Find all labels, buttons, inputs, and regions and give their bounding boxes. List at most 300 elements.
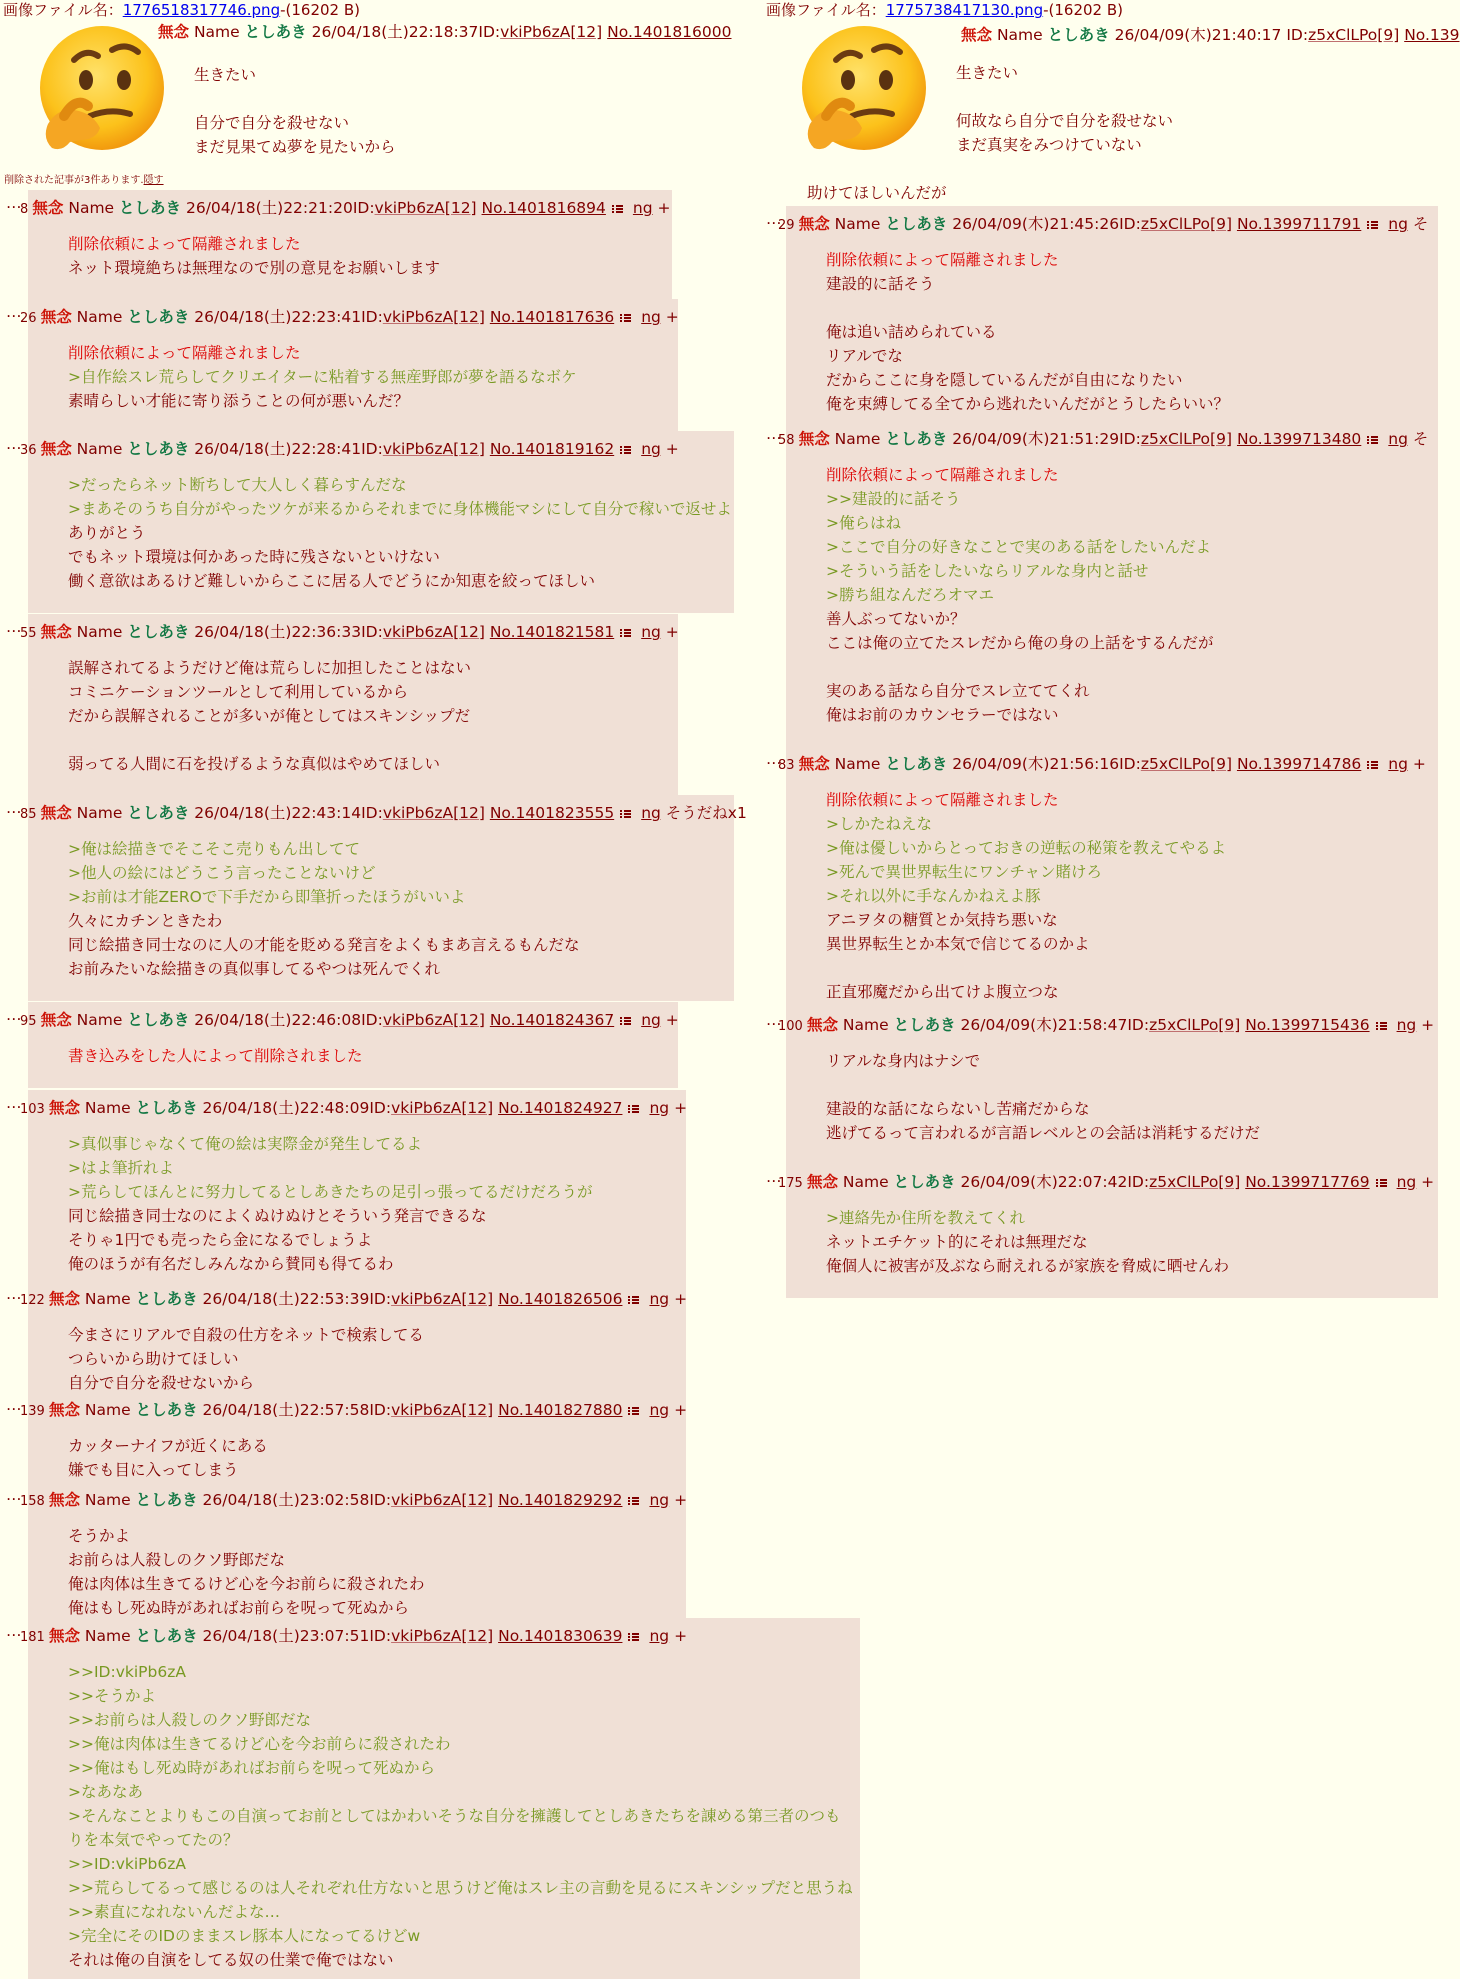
poster-name: としあき — [119, 199, 182, 217]
body-line: 久々にカチンときたわ — [68, 912, 223, 930]
id-label: ID: — [361, 804, 383, 822]
reply-post — [778, 746, 1438, 1024]
id-label: ID: — [369, 1627, 392, 1645]
name-label: Name — [68, 199, 115, 217]
reply-marker: … — [6, 1396, 22, 1414]
poster-name: としあき — [135, 1627, 198, 1645]
quote-line: >連絡先か住所を教えてくれ — [826, 1209, 1025, 1227]
ng-button[interactable]: ng — [641, 440, 661, 458]
body-line: それは俺の自演をしてる奴の仕業で俺ではない — [68, 1951, 394, 1969]
id-label: ID: — [369, 1290, 392, 1308]
post-number[interactable]: No.1401819162 — [489, 440, 615, 458]
deleted-message: 書き込みをした人によって削除されました — [68, 1047, 363, 1065]
post-header — [20, 801, 747, 825]
body-line: 今まさにリアルで自殺の仕方をネットで検索してる — [68, 1326, 424, 1344]
file-info — [763, 0, 1443, 20]
body-line — [826, 1073, 1260, 1097]
menu-list-icon[interactable] — [620, 313, 631, 323]
id-label: ID: — [361, 440, 383, 458]
poster-name: としあき — [885, 755, 948, 773]
reply-post — [20, 299, 679, 433]
body-line: 逃げてるって言われるが言語レベルとの会話は消耗するだけだ — [826, 1124, 1261, 1142]
poster-name: としあき — [135, 1491, 198, 1509]
body-line — [68, 728, 471, 752]
post-body — [826, 788, 1226, 1004]
deleted-message: 削除依頼によって隔離されました — [826, 466, 1059, 484]
post-subject: 無念 — [798, 430, 830, 448]
post-subject: 無念 — [48, 1627, 80, 1645]
reply-number: 85 — [20, 807, 41, 822]
post-subject: 無念 — [961, 26, 993, 44]
post-datetime: 26/04/18(土)22:36:33 — [194, 623, 362, 641]
name-label: Name — [84, 1401, 131, 1419]
post-datetime: 26/04/18(土)22:18:37 — [311, 23, 479, 41]
op-body-line — [956, 85, 1173, 109]
poster-id[interactable]: z5xClLPo[9] — [1149, 1173, 1241, 1191]
post-subject: 無念 — [158, 23, 190, 41]
post-subject: 無念 — [40, 440, 72, 458]
plus-button[interactable]: + — [674, 1401, 688, 1419]
op-thumbnail[interactable] — [24, 20, 174, 170]
poster-id[interactable]: vkiPb6zA[12] — [382, 804, 485, 822]
post-header — [20, 1008, 679, 1032]
op-header — [158, 20, 732, 42]
ng-button[interactable]: ng — [649, 1401, 670, 1419]
post-header — [20, 1287, 687, 1311]
post-number[interactable]: No.1401816000 — [607, 23, 732, 41]
post-header — [778, 1013, 1434, 1037]
id-label: ID: — [369, 1401, 392, 1419]
body-line: 建設的な話にならないし苦痛だからな — [826, 1100, 1090, 1118]
post-subject: 無念 — [40, 804, 72, 822]
poster-id[interactable]: vkiPb6zA[12] — [382, 623, 485, 641]
quote-line: >他人の絵にはどうこう言ったことないけど — [68, 864, 376, 882]
post-number[interactable]: No.1401827880 — [498, 1401, 623, 1419]
reply-post — [20, 1090, 688, 1296]
name-label: Name — [834, 430, 881, 448]
post-header — [778, 212, 1428, 236]
name-label: Name — [834, 755, 881, 773]
post-datetime: 26/04/18(土)22:48:09 — [202, 1099, 370, 1117]
quote-line: >俺は優しいからとっておきの逆転の秘策を教えてやるよ — [826, 839, 1227, 857]
post-body — [68, 1323, 424, 1395]
poster-name: としあき — [885, 430, 948, 448]
body-line: 俺はお前のカウンセラーではない — [826, 706, 1059, 724]
poster-name: としあき — [893, 1173, 956, 1191]
post-number[interactable]: No.1401817636 — [489, 308, 615, 326]
post-subject: 無念 — [48, 1491, 80, 1509]
reply-number: 36 — [20, 443, 41, 458]
reply-post — [778, 1007, 1438, 1165]
post-header — [778, 427, 1428, 451]
quote-line: >お前は才能ZEROで下手だから即筆折ったほうがいいよ — [68, 888, 466, 906]
post-number[interactable]: No.1399711791 — [1236, 215, 1362, 233]
post-datetime: 26/04/18(土)22:21:20 — [185, 199, 353, 217]
reply-post — [778, 1164, 1438, 1298]
reply-number: 175 — [778, 1176, 807, 1191]
op-body-line: まだ真実をみつけていない — [956, 136, 1142, 154]
deleted-message: 削除依頼によって隔離されました — [826, 791, 1059, 809]
reply-number: 122 — [20, 1293, 49, 1308]
reply-marker: … — [6, 1486, 22, 1504]
quote-line: >死んで異世界転生にワンチャン賭けろ — [826, 863, 1103, 881]
body-line: 自分で自分を殺せないから — [68, 1374, 255, 1392]
poster-name: としあき — [893, 1016, 956, 1034]
post-subject: 無念 — [32, 199, 64, 217]
post-body — [826, 1049, 1260, 1145]
op-body-line: まだ見果てぬ夢を見たいから — [194, 138, 396, 156]
reply-number: 181 — [20, 1630, 49, 1645]
poster-id[interactable]: vkiPb6zA[12] — [374, 199, 477, 217]
plus-button[interactable]: + — [657, 199, 671, 217]
post-header — [20, 1398, 687, 1422]
post-number[interactable]: No.1401821581 — [489, 623, 615, 641]
plus-button[interactable]: + — [665, 440, 679, 458]
ng-button[interactable]: ng — [641, 308, 661, 326]
reply-number: 103 — [20, 1102, 49, 1117]
poster-id[interactable]: vkiPb6zA[12] — [382, 308, 485, 326]
ng-button[interactable]: ng — [1388, 215, 1408, 233]
post-subject: 無念 — [40, 1011, 72, 1029]
id-label: ID: — [1119, 755, 1141, 773]
post-number[interactable]: No.1401816894 — [481, 199, 606, 217]
reply-marker: … — [6, 1285, 22, 1303]
quote-line: >>俺はもし死ぬ時があればお前らを呪って死ぬから — [68, 1759, 435, 1777]
body-line: でもネット環境は何かあった時に残さないといけない — [68, 548, 440, 566]
quote-line: りを本気でやってたの？ — [68, 1831, 239, 1849]
id-label: ID: — [361, 1011, 383, 1029]
reply-post — [20, 614, 679, 796]
post-header — [20, 196, 671, 220]
post-number[interactable]: No.1401824927 — [498, 1099, 623, 1117]
body-line: ありがとう — [68, 524, 146, 542]
quote-line: >>素直になれないんだよな… — [68, 1903, 280, 1921]
body-line: だからここに身を隠しているんだが自由になりたい — [826, 371, 1183, 389]
name-label: Name — [84, 1099, 131, 1117]
post-datetime: 26/04/09(木)22:07:42 — [960, 1173, 1128, 1191]
menu-list-icon[interactable] — [620, 1016, 631, 1026]
quote-line: >俺は絵描きでそこそこ売りもん出してて — [68, 840, 360, 858]
reply-marker: … — [6, 303, 22, 321]
menu-list-icon[interactable] — [1376, 1021, 1387, 1031]
poster-id[interactable]: vkiPb6zA[12] — [391, 1401, 494, 1419]
ng-button[interactable]: ng — [649, 1099, 670, 1117]
post-subject: 無念 — [40, 308, 72, 326]
reply-marker: … — [6, 1094, 22, 1112]
post-header — [778, 752, 1426, 776]
post-datetime: 26/04/09(木)21:51:29 — [952, 430, 1120, 448]
body-line: リアルでな — [826, 347, 903, 365]
poster-id[interactable]: vkiPb6zA[12] — [391, 1627, 494, 1645]
plus-button[interactable]: + — [674, 1290, 688, 1308]
post-subject: 無念 — [48, 1290, 80, 1308]
thread-right — [763, 0, 1460, 1275]
ng-button[interactable]: ng — [1388, 755, 1408, 773]
menu-list-icon[interactable] — [1367, 435, 1378, 445]
quote-line: >だったらネット断ちして大人しく暮らすんだな — [68, 476, 407, 494]
reply-number: 83 — [778, 758, 799, 773]
post-number[interactable]: No.1399717769 — [1245, 1173, 1370, 1191]
post-number[interactable]: No.1401830639 — [498, 1627, 623, 1645]
reply-number: 29 — [778, 218, 799, 233]
ng-button[interactable]: ng — [649, 1491, 670, 1509]
menu-list-icon[interactable] — [628, 1632, 639, 1642]
plus-button[interactable]: + — [674, 1099, 688, 1117]
name-label: Name — [76, 804, 123, 822]
poster-id[interactable]: z5xClLPo[9] — [1140, 755, 1232, 773]
body-line: 善人ぶってないか？ — [826, 610, 966, 628]
poster-id[interactable]: vkiPb6zA[12] — [391, 1290, 494, 1308]
plus-button[interactable]: + — [1421, 1173, 1435, 1191]
post-header — [20, 437, 679, 461]
poster-name: としあき — [135, 1401, 198, 1419]
file-link[interactable]: 1775738417130.png — [885, 1, 1044, 19]
ng-button[interactable]: ng — [649, 1627, 670, 1645]
name-label: Name — [842, 1016, 889, 1034]
body-line: 素晴らしい才能に寄り添うことの何が悪いんだ？ — [68, 392, 410, 410]
poster-id[interactable]: vkiPb6zA[12] — [391, 1491, 494, 1509]
op-body-line: 生きたい — [194, 66, 257, 84]
post-body — [68, 232, 440, 280]
name-label: Name — [76, 623, 123, 641]
name-label: Name — [76, 440, 123, 458]
ng-button[interactable]: ng — [1388, 430, 1408, 448]
menu-list-icon[interactable] — [620, 809, 631, 819]
reply-marker: … — [766, 1011, 782, 1029]
op-thumbnail[interactable] — [786, 20, 936, 170]
reply-post — [20, 431, 734, 613]
post-datetime: 26/04/09(木)21:40:17 — [1114, 26, 1282, 44]
reply-marker: … — [6, 618, 22, 636]
menu-list-icon[interactable] — [628, 1496, 639, 1506]
menu-list-icon[interactable] — [1376, 1178, 1387, 1188]
post-datetime: 26/04/18(土)23:07:51 — [202, 1627, 370, 1645]
quote-line: >しかたねえな — [826, 815, 932, 833]
body-line: 俺のほうが有名だしみんなから賛同も得てるわ — [68, 1255, 394, 1273]
poster-id[interactable]: z5xClLPo[9] — [1140, 430, 1232, 448]
menu-list-icon[interactable] — [628, 1295, 639, 1305]
quote-line: >>俺は肉体は生きてるけど心を今お前らに殺されたわ — [68, 1735, 451, 1753]
poster-name: としあき — [135, 1099, 198, 1117]
name-label: Name — [84, 1290, 131, 1308]
quote-line: >はよ筆折れよ — [68, 1159, 174, 1177]
body-line: そうかよ — [68, 1527, 131, 1545]
reply-marker: … — [766, 210, 782, 228]
body-line: カッターナイフが近くにある — [68, 1437, 268, 1455]
poster-name: としあき — [1047, 26, 1110, 44]
soudane-button[interactable]: そうだねx1 — [665, 804, 747, 822]
id-label: ID: — [369, 1099, 392, 1117]
ng-button[interactable]: ng — [641, 1011, 661, 1029]
post-header — [20, 1096, 687, 1120]
body-line: ここは俺の立てたスレだから俺の身の上話をするんだが — [826, 634, 1214, 652]
post-number[interactable]: No.1401823555 — [489, 804, 615, 822]
post-datetime: 26/04/18(土)23:02:58 — [202, 1491, 370, 1509]
post-header — [20, 305, 679, 329]
op-header — [961, 23, 1460, 45]
post-body — [68, 1524, 425, 1620]
reply-number: 158 — [20, 1494, 49, 1509]
post-datetime: 26/04/18(土)22:53:39 — [202, 1290, 370, 1308]
body-line: ネットエチケット的にそれは無理だな — [826, 1233, 1088, 1251]
name-label: Name — [76, 1011, 123, 1029]
name-label: Name — [84, 1491, 131, 1509]
post-body — [826, 248, 1229, 416]
post-body — [826, 463, 1214, 727]
reply-number: 95 — [20, 1014, 41, 1029]
quote-line: >俺らはね — [826, 514, 901, 532]
soudane-button[interactable]: そ — [1412, 215, 1429, 233]
body-line: だから誤解されることが多いが俺としてはスキンシップだ — [68, 707, 471, 725]
ng-button[interactable]: ng — [1396, 1016, 1417, 1034]
ng-button[interactable]: ng — [1396, 1173, 1417, 1191]
poster-id[interactable]: z5xClLPo[9] — [1140, 215, 1232, 233]
post-subject: 無念 — [48, 1401, 80, 1419]
ng-button[interactable]: ng — [641, 804, 661, 822]
body-line: お前らは人殺しのクソ野郎だな — [68, 1551, 286, 1569]
id-label: ID: — [361, 623, 383, 641]
name-label: Name — [834, 215, 881, 233]
post-body — [68, 1132, 593, 1276]
body-line: アニヲタの糖質とか気持ち悪いな — [826, 911, 1058, 929]
post-body — [68, 341, 577, 413]
reply-marker: … — [6, 435, 22, 453]
menu-list-icon[interactable] — [628, 1104, 639, 1114]
post-subject: 無念 — [798, 215, 830, 233]
poster-id[interactable]: vkiPb6zA[12] — [382, 1011, 485, 1029]
reply-number: 55 — [20, 626, 41, 641]
post-header — [20, 1488, 687, 1512]
quote-line: >>荒らしてるって感じるのは人それぞれ仕方ないと思うけど俺はスレ主の言動を見るにスキンシップだと思うね — [68, 1879, 853, 1897]
menu-list-icon[interactable] — [620, 445, 631, 455]
reply-number: 58 — [778, 433, 799, 448]
id-label: ID: — [1119, 430, 1141, 448]
id-label: ID: — [352, 199, 375, 217]
plus-button[interactable]: + — [674, 1627, 688, 1645]
post-number[interactable]: No.1399715436 — [1245, 1016, 1370, 1034]
body-line: 嫌でも目に入ってしまう — [68, 1461, 239, 1479]
ng-button[interactable]: ng — [649, 1290, 670, 1308]
reply-number: 100 — [778, 1019, 807, 1034]
name-label: Name — [842, 1173, 889, 1191]
op-body-line: 何故なら自分で自分を殺せない — [956, 112, 1174, 130]
quote-line: >>ID:vkiPb6zA — [68, 1663, 186, 1681]
op-after-text: 助けてほしいんだが — [807, 184, 947, 202]
soudane-button[interactable]: そ — [1412, 430, 1429, 448]
post-header — [20, 620, 679, 644]
poster-id[interactable]: z5xClLPo[9] — [1149, 1016, 1241, 1034]
deleted-message: 削除依頼によって隔離されました — [68, 235, 301, 253]
plus-button[interactable]: + — [1412, 755, 1426, 773]
reply-post — [20, 1002, 679, 1088]
post-number[interactable]: No.1401826506 — [498, 1290, 623, 1308]
thinking-face-icon — [786, 20, 936, 170]
post-number[interactable]: No.1399713480 — [1236, 430, 1362, 448]
poster-id[interactable]: vkiPb6zA[12] — [382, 440, 485, 458]
file-link[interactable]: 1776518317746.png — [122, 1, 281, 19]
poster-name: としあき — [244, 23, 307, 41]
body-line: 俺は肉体は生きてるけど心を今お前らに殺されたわ — [68, 1575, 425, 1593]
quote-line: >なあなあ — [68, 1783, 143, 1801]
body-line: お前みたいな絵描きの真似事してるやつは死んでくれ — [68, 960, 441, 978]
post-subject: 無念 — [806, 1173, 838, 1191]
post-body — [68, 1044, 363, 1068]
quote-line: >そんなことよりもこの自演ってお前としてはかわいそうな自分を擁護してとしあきたちを諌める第三者のつも — [68, 1807, 841, 1825]
poster-name: としあき — [127, 1011, 190, 1029]
menu-list-icon[interactable] — [1367, 760, 1378, 770]
body-line: 働く意欲はあるけど難しいからここに居る人でどうにか知恵を絞ってほしい — [68, 572, 596, 590]
reply-post — [20, 190, 672, 300]
menu-list-icon[interactable] — [628, 1406, 639, 1416]
id-label: ID: — [1119, 215, 1141, 233]
body-line: 弱ってる人間に石を投げるような真似はやめてほしい — [68, 755, 441, 773]
reply-marker: … — [766, 750, 782, 768]
quote-line: >>お前らは人殺しのクソ野郎だな — [68, 1711, 311, 1729]
post-datetime: 26/04/09(木)21:56:16 — [952, 755, 1120, 773]
plus-button[interactable]: + — [665, 623, 679, 641]
post-datetime: 26/04/09(木)21:58:47 — [960, 1016, 1128, 1034]
body-line: 同じ絵描き同士なのによくぬけぬけとそういう発言できるな — [68, 1207, 487, 1225]
menu-list-icon[interactable] — [1367, 220, 1378, 230]
reply-post — [20, 795, 747, 1001]
menu-list-icon[interactable] — [620, 628, 631, 638]
poster-id[interactable]: z5xClLPo[9] — [1308, 26, 1400, 44]
menu-list-icon[interactable] — [612, 204, 623, 214]
body-line: 俺個人に被害が及ぶなら耐えれるが家族を脅威に晒せんわ — [826, 1257, 1230, 1275]
post-body — [68, 837, 580, 981]
name-label: Name — [76, 308, 123, 326]
post-number[interactable]: No.139 — [1404, 26, 1460, 44]
plus-button[interactable]: + — [1421, 1016, 1435, 1034]
quote-line: >>そうかよ — [68, 1687, 156, 1705]
reply-marker: … — [6, 1622, 22, 1640]
reply-post — [20, 1618, 860, 1979]
plus-button[interactable]: + — [665, 308, 679, 326]
body-line: 俺はもし死ぬ時があればお前らを呪って死ぬから — [68, 1599, 410, 1617]
poster-id[interactable]: vkiPb6zA[12] — [391, 1099, 494, 1117]
ng-button[interactable]: ng — [641, 623, 661, 641]
body-line: 誤解されてるようだけど俺は荒らしに加担したことはない — [68, 659, 472, 677]
post-subject: 無念 — [40, 623, 72, 641]
body-line: 異世界転生とか本気で信じてるのかよ — [826, 935, 1090, 953]
post-datetime: 26/04/18(土)22:46:08 — [194, 1011, 362, 1029]
id-label: ID: — [478, 23, 501, 41]
quote-line: >完全にそのIDのままスレ豚本人になってるけどw — [68, 1927, 421, 1945]
post-number[interactable]: No.1401829292 — [498, 1491, 623, 1509]
plus-button[interactable]: + — [665, 1011, 679, 1029]
poster-name: としあき — [127, 308, 190, 326]
post-subject: 無念 — [798, 755, 830, 773]
post-body — [826, 1206, 1229, 1278]
plus-button[interactable]: + — [674, 1491, 688, 1509]
reply-marker: … — [766, 425, 782, 443]
hide-deleted-link[interactable]: 隠す — [143, 175, 164, 186]
quote-line: >ここで自分の好きなことで実のある話をしたいんだよ — [826, 538, 1211, 556]
poster-id[interactable]: vkiPb6zA[12] — [500, 23, 603, 41]
id-label: ID: — [1286, 26, 1309, 44]
quote-line: >まあそのうち自分がやったツケが来るからそれまでに身体機能マシにして自分で稼いで返せよ — [68, 500, 732, 518]
thinking-face-icon — [24, 20, 174, 170]
body-line: 俺は追い詰められている — [826, 323, 997, 341]
post-body — [68, 1434, 268, 1482]
body-line: ネット環境絶ちは無理なので別の意見をお願いします — [68, 259, 441, 277]
post-number[interactable]: No.1401824367 — [489, 1011, 615, 1029]
body-line: リアルな身内はナシで — [826, 1052, 981, 1070]
quote-line: >荒らしてほんとに努力してるとしあきたちの足引っ張ってるだけだろうが — [68, 1183, 593, 1201]
ng-button[interactable]: ng — [632, 199, 653, 217]
file-info — [0, 0, 760, 20]
post-number[interactable]: No.1399714786 — [1236, 755, 1362, 773]
